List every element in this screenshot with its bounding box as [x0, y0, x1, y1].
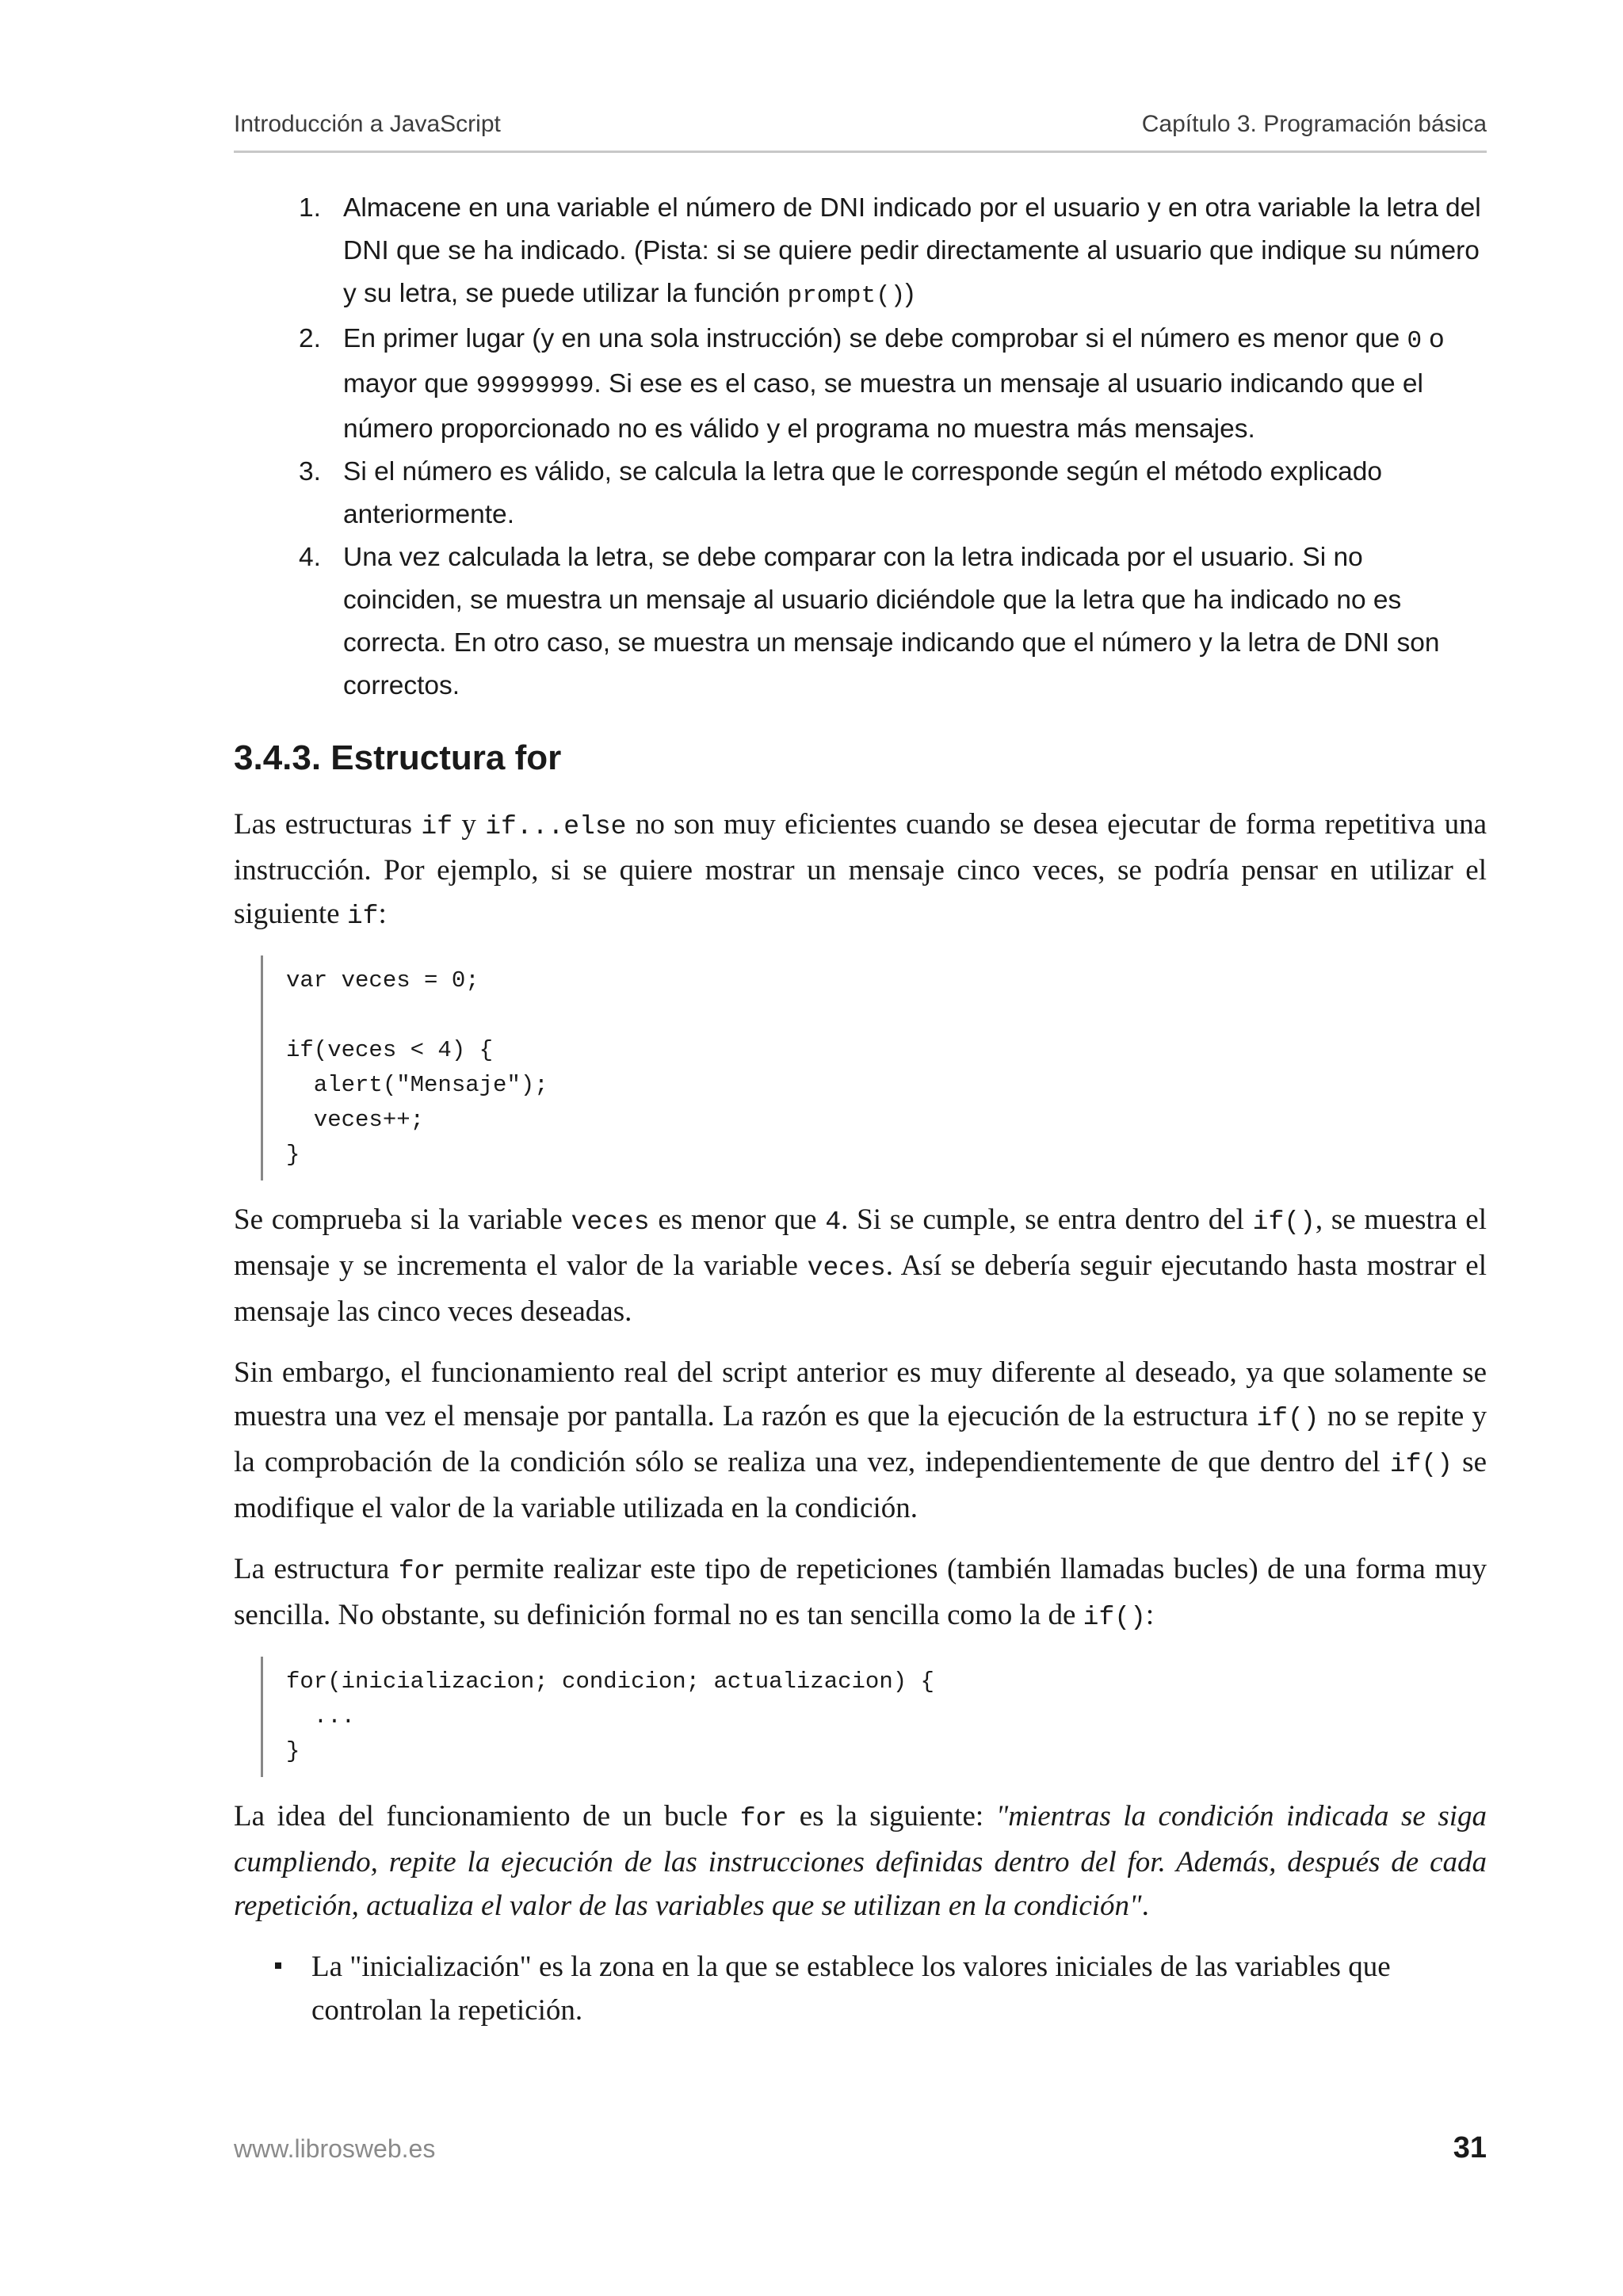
paragraph: [234, 1198, 1487, 1333]
paragraph-text: permite realizar este tipo de repeticiones (también llamadas bucles) de una forma muy sencilla. No obstante, su definición formal no es tan sencilla como la de: [234, 1553, 1487, 1631]
list-item-text: La "inicialización" es la zona en la que se establece los valores iniciales de las variables que controlan la repetición.: [311, 1951, 1391, 2027]
exercise-steps-list: [234, 187, 1487, 707]
paragraph: [234, 1547, 1487, 1639]
code-block: var veces = 0; if(veces < 4) { alert("Mensaje"); veces++; }: [261, 955, 1487, 1180]
paragraph-text: . Así se debería seguir ejecutando hasta mostrar el mensaje las cinco veces deseadas.: [234, 1249, 1487, 1328]
inline-code: if: [421, 812, 453, 841]
header-chapter-title: Capítulo 3. Programación básica: [1141, 111, 1487, 137]
list-item-number: 1.: [299, 193, 321, 223]
inline-code: if...else: [485, 812, 627, 841]
paragraph-text: se modifique el valor de la variable utilizada en la condición.: [234, 1446, 1487, 1524]
paragraph-text: :: [378, 898, 387, 930]
inline-code: if: [346, 902, 379, 931]
section-heading: 3.4.3. Estructura for: [234, 738, 562, 777]
list-item: [234, 318, 1487, 451]
paragraph-text: y: [453, 808, 486, 841]
inline-code: for: [739, 1804, 788, 1833]
list-item-number: 2.: [299, 324, 321, 353]
inline-code: if(): [1252, 1207, 1316, 1237]
inline-code: veces: [807, 1253, 886, 1283]
list-item-text: . Si ese es el caso, se muestra un mensaje al usuario indicando que el número proporcionado no es válido y el programa no muestra más mensajes.: [343, 369, 1423, 444]
paragraph-text: es menor que: [649, 1203, 826, 1236]
bullet-list: [234, 1945, 1487, 2032]
paragraph-text: :: [1145, 1599, 1155, 1631]
code-block: for(inicializacion; condicion; actualizacion) { ... }: [261, 1657, 1487, 1777]
paragraph-text: no se repite y la comprobación de la condición sólo se realiza una vez, independientemente de que dentro del: [234, 1400, 1487, 1478]
paragraph-text: Sin embargo, el funcionamiento real del script anterior es muy diferente al deseado, ya que solamente se muestra una vez el mensaje por pantalla. La razón es que la ejecución de la estructura: [234, 1356, 1487, 1432]
paragraph-text: , se muestra el mensaje y se incrementa el valor de la variable: [234, 1203, 1487, 1282]
paragraph-text: no son muy eficientes cuando se desea ejecutar de forma repetitiva una instrucción. Por ejemplo, si se quiere mostrar un mensaje cinco veces, se podría pensar en utilizar el siguiente: [234, 808, 1487, 930]
list-item: [234, 451, 1487, 536]
paragraph-text: La idea del funcionamiento de un bucle: [234, 1800, 740, 1833]
list-item: [234, 187, 1487, 318]
header-book-title: Introducción a JavaScript: [234, 111, 501, 137]
paragraph-text: . Si se cumple, se entra dentro del: [841, 1203, 1253, 1236]
footer-website: www.librosweb.es: [234, 2134, 436, 2163]
paragraph-text: .: [1141, 1890, 1149, 1922]
list-item: [234, 1945, 1487, 2032]
paragraph: [234, 803, 1487, 938]
inline-code: for: [398, 1557, 446, 1586]
paragraph-text: Las estructuras: [234, 808, 422, 841]
list-item-text: Si el número es válido, se calcula la letra que le corresponde según el método explicado anteriormente.: [343, 457, 1382, 529]
list-item-number: 3.: [299, 457, 321, 486]
paragraph-text: es la siguiente:: [787, 1800, 996, 1833]
list-item-text: Almacene en una variable el número de DNI indicado por el usuario y en otra variable la letra del DNI que se ha indicado. (Pista: si se quiere pedir directamente al usuario que indique su número y su letra, se puede utilizar la función: [343, 193, 1481, 308]
list-item-text: o mayor que: [343, 324, 1445, 399]
inline-code: veces: [571, 1207, 650, 1237]
list-item: [234, 536, 1487, 707]
list-item-text: ): [905, 279, 915, 308]
list-item-text: Una vez calculada la letra, se debe comparar con la letra indicada por el usuario. Si no coinciden, se muestra un mensaje al usuario diciéndole que la letra que ha indicado no es correcta. En otro caso, se muestra un mensaje indicando que el número y la letra de DNI son correctos.: [343, 543, 1440, 700]
inline-code: 4: [825, 1207, 842, 1237]
list-item-text: En primer lugar (y en una sola instrucción) se debe comprobar si el número es menor que: [343, 324, 1407, 353]
inline-code: if(): [1083, 1603, 1146, 1632]
square-bullet-icon: [275, 1962, 281, 1969]
inline-code: prompt(): [787, 282, 906, 310]
inline-code: if(): [1256, 1404, 1319, 1433]
paragraph: [234, 1794, 1487, 1928]
inline-code: 99999999: [475, 372, 594, 400]
page-number: 31: [1453, 2131, 1487, 2164]
italic-quote: "mientras la condición indicada se siga cumpliendo, repite la ejecución de las instrucciones definidas dentro del for. Además, después de cada repetición, actualiza el valor de las variables que se utilizan en la condición": [234, 1800, 1487, 1922]
page-content: [234, 187, 1487, 2032]
inline-code: if(): [1389, 1450, 1453, 1479]
page-header: [234, 108, 1487, 153]
list-item-number: 4.: [299, 543, 321, 572]
paragraph-text: La estructura: [234, 1553, 399, 1585]
inline-code: 0: [1407, 327, 1423, 355]
paragraph-text: Se comprueba si la variable: [234, 1203, 571, 1236]
paragraph: [234, 1351, 1487, 1530]
